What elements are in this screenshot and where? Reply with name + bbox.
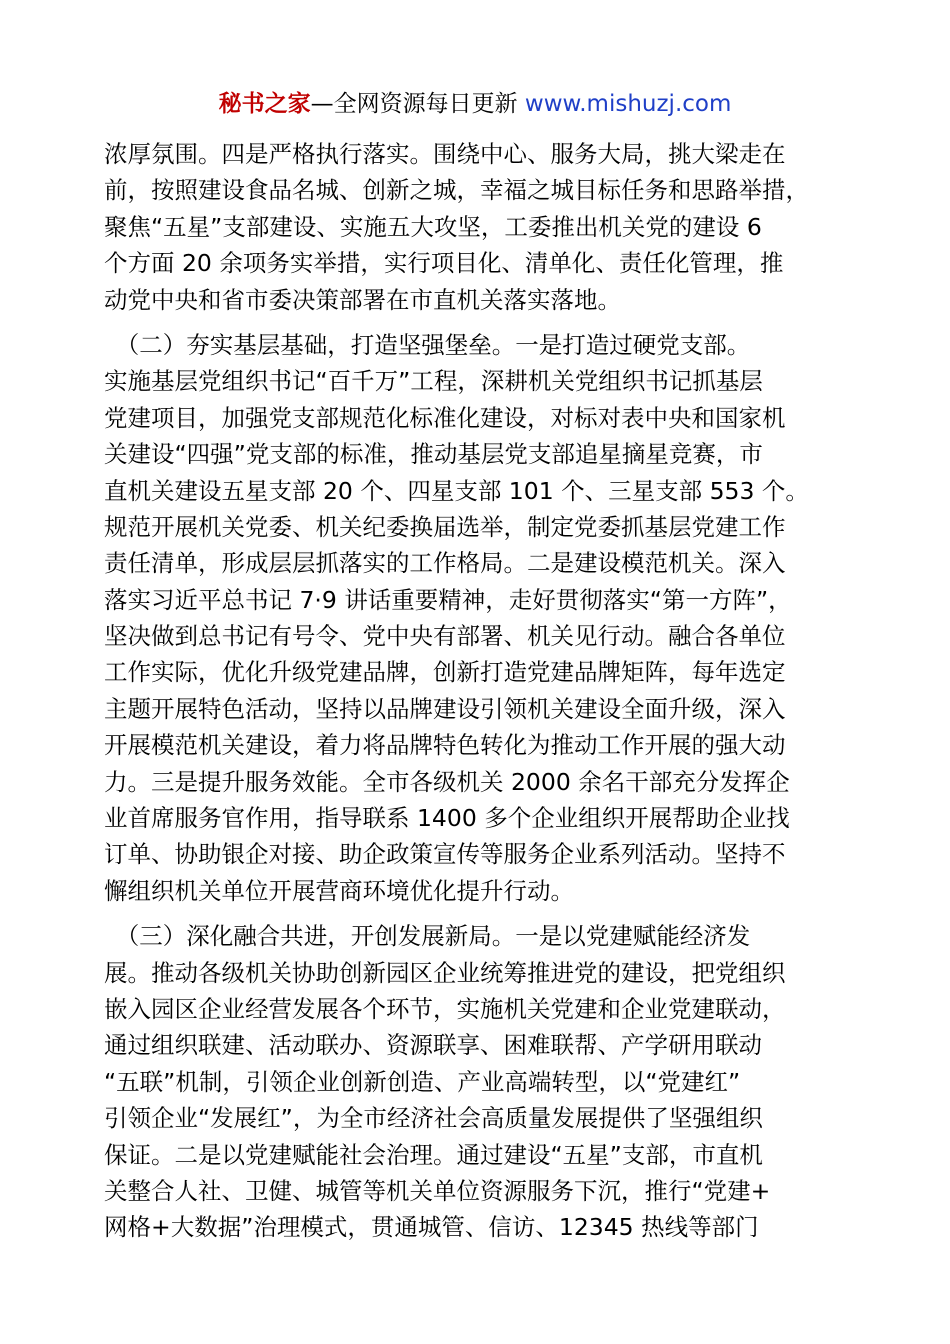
paragraph	[104, 327, 852, 909]
text-line: 嵌入园区企业经营发展各个环节，实施机关党建和企业党建联动，	[104, 994, 786, 1023]
text-line: 关整合人社、卫健、城管等机关单位资源服务下沉，推行“党建+	[104, 1176, 771, 1205]
text-line: 个方面 20 余项务实举措，实行项目化、清单化、责任化管理，推	[104, 249, 784, 278]
text-line: 前，按照建设食品名城、创新之城，幸福之城目标任务和思路举措，	[104, 176, 809, 205]
text-line: 坚决做到总书记有号令、党中央有部署、机关见行动。融合各单位	[104, 622, 786, 651]
text-line: （三）深化融合共进，开创发展新局。一是以党建赋能经济发	[104, 922, 751, 951]
text-line: 展。推动各级机关协助创新园区企业统筹推进党的建设，把党组织	[104, 958, 786, 987]
text-line: 聚焦“五星”支部建设、实施五大攻坚，工委推出机关党的建设 6	[104, 212, 762, 241]
paragraph	[104, 136, 852, 318]
text-line: 引领企业“发展红”，为全市经济社会高质量发展提供了坚强组织	[104, 1104, 763, 1133]
text-line: 懈组织机关单位开展营商环境优化提升行动。	[104, 876, 574, 905]
text-line: 开展模范机关建设，着力将品牌特色转化为推动工作开展的强大动	[104, 731, 786, 760]
text-line: （二）夯实基层基础，打造坚强堡垒。一是打造过硬党支部。	[104, 330, 751, 359]
text-line: 通过组织联建、活动联办、资源联享、困难联帮、产学研用联动	[104, 1031, 762, 1060]
paragraph	[104, 918, 852, 1246]
document-body	[104, 136, 852, 1246]
text-line: 实施基层党组织书记“百千万”工程，深耕机关党组织书记抓基层	[104, 367, 763, 396]
paragraph-gap	[104, 318, 852, 327]
text-line: 党建项目，加强党支部规范化标准化建设，对标对表中央和国家机	[104, 403, 786, 432]
text-line: 主题开展特色活动，坚持以品牌建设引领机关建设全面升级，深入	[104, 694, 786, 723]
text-line: 业首席服务官作用，指导联系 1400 多个企业组织开展帮助企业找	[104, 804, 790, 833]
text-line: 直机关建设五星支部 20 个、四星支部 101 个、三星支部 553 个。	[104, 476, 809, 505]
paragraph-gap	[104, 909, 852, 918]
site-url: www.mishuzj.com	[524, 91, 732, 117]
text-line: 关建设“四强”党支部的标准，推动基层党支部追星摘星竞赛，市	[104, 440, 763, 469]
text-line: 动党中央和省市委决策部署在市直机关落实落地。	[104, 285, 621, 314]
text-line: 责任清单，形成层层抓落实的工作格局。二是建设模范机关。深入	[104, 549, 786, 578]
header-tagline: —全网资源每日更新	[310, 91, 518, 117]
text-line: 工作实际，优化升级党建品牌，创新打造党建品牌矩阵，每年选定	[104, 658, 786, 687]
page-header	[0, 88, 950, 120]
text-line: 规范开展机关党委、机关纪委换届选举，制定党委抓基层党建工作	[104, 512, 786, 541]
text-line: 保证。二是以党建赋能社会治理。通过建设“五星”支部，市直机	[104, 1140, 763, 1169]
text-line: 力。三是提升服务效能。全市各级机关 2000 余名干部充分发挥企	[104, 767, 790, 796]
text-line: “五联”机制，引领企业创新创造、产业高端转型，以“党建红”	[104, 1067, 741, 1096]
text-line: 网格+大数据”治理模式，贯通城管、信访、12345 热线等部门	[104, 1213, 759, 1242]
brand-name: 秘书之家	[218, 91, 311, 117]
text-line: 订单、协助银企对接、助企政策宣传等服务企业系列活动。坚持不	[104, 840, 786, 869]
text-line: 落实习近平总书记 7·9 讲话重要精神，走好贯彻落实“第一方阵”，	[104, 585, 792, 614]
text-line: 浓厚氛围。四是严格执行落实。围绕中心、服务大局，挑大梁走在	[104, 140, 786, 168]
